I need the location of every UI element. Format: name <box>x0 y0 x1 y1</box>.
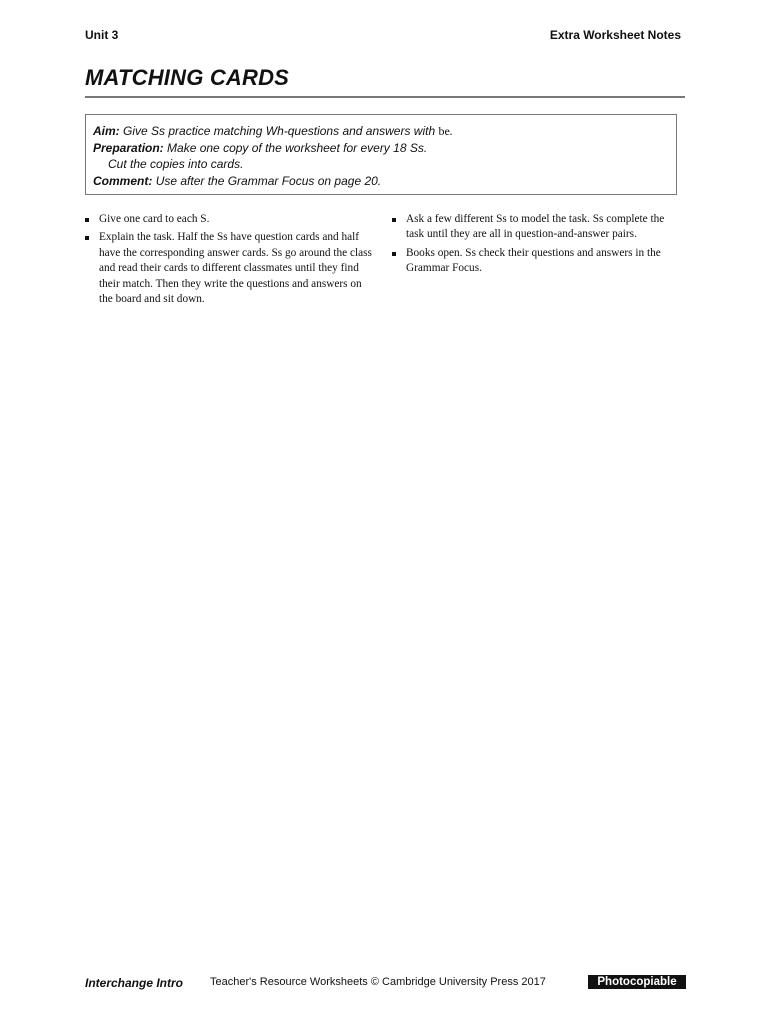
comment-line <box>93 173 676 190</box>
square-bullet-icon <box>85 236 89 240</box>
page-footer <box>85 975 686 991</box>
unit-label: Unit 3 <box>85 28 119 42</box>
instruction-text: Ask a few different Ss to model the task. Ss complete the task until they are all in question-and-answer pairs. <box>406 213 665 241</box>
comment-label: Comment: <box>93 173 153 188</box>
instruction-text: Give one card to each S. <box>99 213 210 225</box>
instruction-text: Books open. Ss check their questions and answers in the Grammar Focus. <box>406 246 661 275</box>
page-title: MATCHING CARDS <box>85 65 290 90</box>
aim-label: Aim: <box>93 124 120 138</box>
aim-box <box>85 114 677 195</box>
square-bullet-icon <box>85 218 89 222</box>
square-bullet-icon <box>392 252 396 256</box>
preparation-line-2: Cut the copies into cards. <box>108 157 244 171</box>
instruction-item <box>392 246 682 277</box>
instruction-text: Explain the task. Half the Ss have question cards and half have the corresponding answer cards. Ss go around the class and read their cards to different classmates until they find their match. Then they write the questions and answers on the board and sit down. <box>99 231 372 306</box>
instructions-right-column <box>392 212 682 280</box>
aim-word: be <box>438 124 450 138</box>
aim-text: Give Ss practice matching Wh-questions and answers with <box>123 124 436 138</box>
instructions-left-column <box>85 212 375 310</box>
section-label: Extra Worksheet Notes <box>549 28 681 42</box>
preparation-line <box>93 140 676 157</box>
preparation-text: Make one copy of the worksheet for every 18 Ss. <box>167 140 428 155</box>
instruction-item <box>85 212 375 227</box>
instruction-item <box>392 212 682 243</box>
aim-end: . <box>449 124 454 138</box>
aim-line <box>93 123 676 140</box>
square-bullet-icon <box>392 218 396 222</box>
photocopiable-badge: Photocopiable <box>588 975 686 989</box>
series-title: Interchange Intro <box>85 976 184 990</box>
comment-text: Use after the Grammar Focus on page 20. <box>155 173 382 188</box>
title-divider <box>85 96 685 98</box>
instruction-item <box>85 230 375 307</box>
preparation-label: Preparation: <box>93 140 164 155</box>
copyright-credit: Teacher's Resource Worksheets © Cambridge University Press 2017 <box>210 976 546 988</box>
